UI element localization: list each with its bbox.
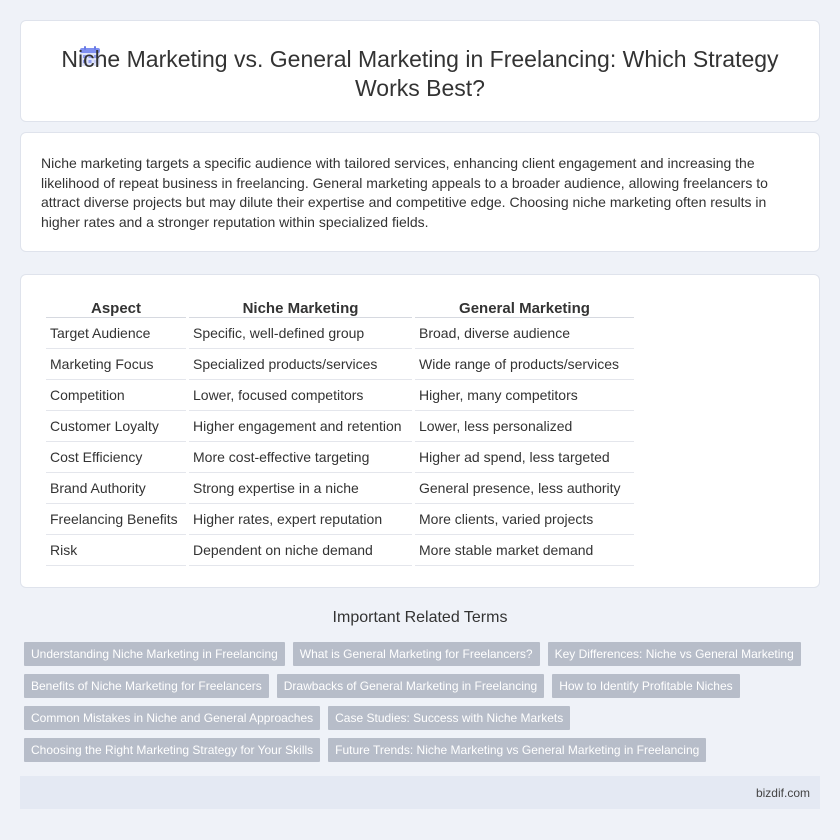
column-header-niche: Niche Marketing	[189, 296, 412, 318]
table-cell: Risk	[46, 535, 186, 566]
table-cell: Lower, focused competitors	[189, 380, 412, 411]
table-cell: Specialized products/services	[189, 349, 412, 380]
related-tag[interactable]: Future Trends: Niche Marketing vs General Marketing in Freelancing	[328, 738, 706, 762]
table-cell: Dependent on niche demand	[189, 535, 412, 566]
related-tag[interactable]: How to Identify Profitable Niches	[552, 674, 739, 698]
table-cell: Competition	[46, 380, 186, 411]
site-name[interactable]: bizdif.com	[755, 786, 810, 800]
table-cell: Brand Authority	[46, 473, 186, 504]
table-row	[46, 318, 634, 349]
table-row	[46, 473, 634, 504]
related-tag[interactable]: Key Differences: Niche vs General Marketing	[548, 642, 801, 666]
table-cell: Higher, many competitors	[415, 380, 634, 411]
table-cell: Broad, diverse audience	[415, 318, 634, 349]
table-cell: Higher rates, expert reputation	[189, 504, 412, 535]
column-header-general: General Marketing	[415, 296, 634, 318]
table-cell: Lower, less personalized	[415, 411, 634, 442]
related-tags-row	[24, 738, 706, 762]
table-row	[46, 535, 634, 566]
related-tag[interactable]: Benefits of Niche Marketing for Freelancers	[24, 674, 269, 698]
table-cell: Higher ad spend, less targeted	[415, 442, 634, 473]
table-cell: Specific, well-defined group	[189, 318, 412, 349]
table-cell: Wide range of products/services	[415, 349, 634, 380]
table-cell: More cost-effective targeting	[189, 442, 412, 473]
page-title: Niche Marketing vs. General Marketing in Freelancing: Which Strategy Works Best?	[61, 46, 779, 101]
related-tags-row	[24, 674, 740, 698]
table-cell: Cost Efficiency	[46, 442, 186, 473]
related-tags-row	[24, 706, 570, 730]
table-cell: More clients, varied projects	[415, 504, 634, 535]
related-tag[interactable]: Drawbacks of General Marketing in Freelancing	[277, 674, 544, 698]
related-terms-heading: Important Related Terms	[332, 609, 508, 626]
table-cell: Freelancing Benefits	[46, 504, 186, 535]
title-card	[20, 20, 820, 122]
related-tag[interactable]: Case Studies: Success with Niche Markets	[328, 706, 570, 730]
table-row	[46, 411, 634, 442]
column-header-aspect: Aspect	[46, 296, 186, 318]
comparison-card	[20, 274, 820, 588]
table-cell: Higher engagement and retention	[189, 411, 412, 442]
comparison-table	[43, 296, 637, 566]
table-row	[46, 504, 634, 535]
related-tag[interactable]: What is General Marketing for Freelancers?	[293, 642, 540, 666]
table-header-row	[46, 296, 634, 318]
table-row	[46, 442, 634, 473]
table-cell: Marketing Focus	[46, 349, 186, 380]
table-row	[46, 380, 634, 411]
related-tags-row	[24, 642, 801, 666]
intro-paragraph: Niche marketing targets a specific audience with tailored services, enhancing client engagement and increasing the likelihood of repeat business in freelancing. General marketing appeals to a broader audience, allowing freelancers to attract diverse projects but may dilute their expertise and competitive edge. Choosing niche marketing often results in higher rates and a stronger reputation within specialized fields.	[41, 155, 768, 230]
table-cell: More stable market demand	[415, 535, 634, 566]
table-cell: General presence, less authority	[415, 473, 634, 504]
table-cell: Customer Loyalty	[46, 411, 186, 442]
intro-card	[20, 132, 820, 252]
footer	[20, 776, 820, 809]
table-row	[46, 349, 634, 380]
related-tag[interactable]: Understanding Niche Marketing in Freelancing	[24, 642, 285, 666]
table-cell: Strong expertise in a niche	[189, 473, 412, 504]
related-tag[interactable]: Common Mistakes in Niche and General Approaches	[24, 706, 320, 730]
related-tag[interactable]: Choosing the Right Marketing Strategy for Your Skills	[24, 738, 320, 762]
table-cell: Target Audience	[46, 318, 186, 349]
